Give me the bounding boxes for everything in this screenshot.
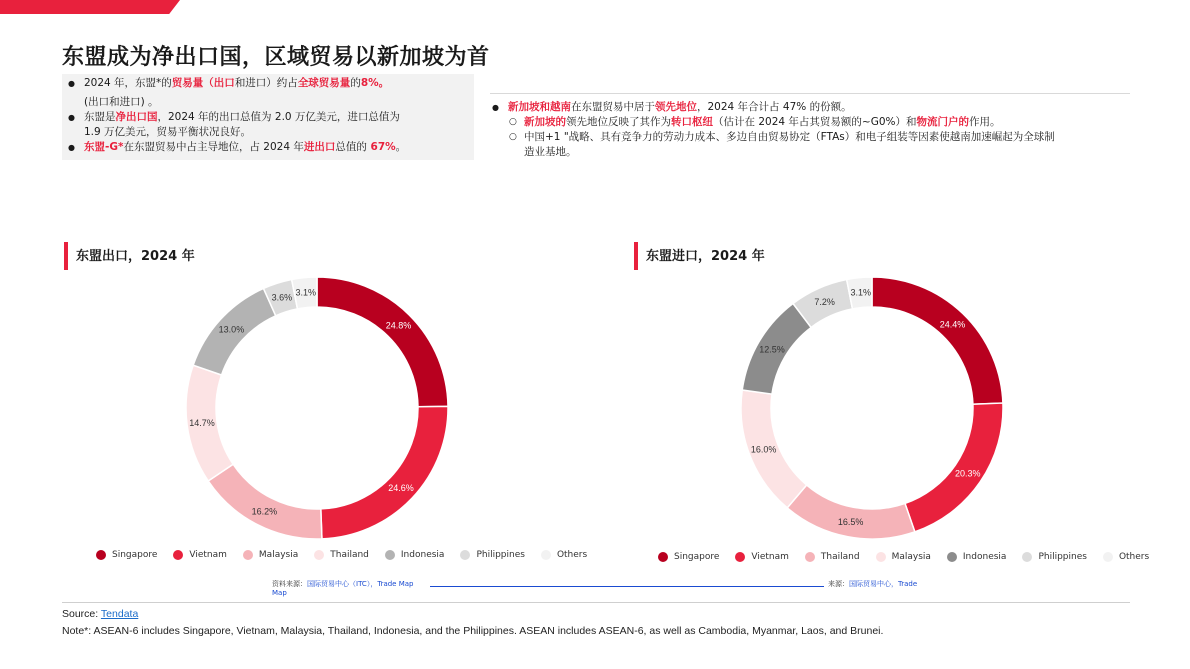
import-source-note: 来源：国际贸易中心，Trade — [828, 580, 918, 588]
right-subbullet-1: ○ 新加坡的领先地位反映了其作为转口枢纽（估计在 2024 年占其贸易额的~G0%）和物流门户的作用。 — [490, 115, 1120, 130]
legend-label: Thailand — [820, 552, 860, 562]
legend-item-indonesia — [947, 552, 1007, 562]
left-bullet-3: ● 东盟-G*在东盟贸易中占主导地位，占 2024 年进出口总值的 67%。 — [66, 140, 466, 155]
legend-swatch — [876, 552, 886, 562]
export-chart-title: 东盟出口，2024 年 — [76, 249, 195, 264]
slice-singapore — [872, 277, 1003, 404]
slice-label-others: 3.1% — [850, 287, 871, 298]
slice-label-indonesia: 13.0% — [218, 324, 245, 335]
import-chart-legend — [658, 552, 1165, 562]
right-bullet-1: ● 新加坡和越南在东盟贸易中居于领先地位，2024 年合计占 47% 的份额。 — [490, 100, 1120, 115]
slice-label-philippines: 7.2% — [814, 297, 835, 308]
footer-divider — [62, 602, 1130, 603]
itc-source-link-wrap[interactable]: Map — [272, 589, 287, 597]
slice-label-vietnam: 24.6% — [388, 482, 414, 493]
itc-source-link[interactable]: 国际贸易中心（ITC），Trade Map — [307, 580, 414, 588]
legend-swatch — [947, 552, 957, 562]
legend-swatch — [658, 552, 668, 562]
legend-label: Malaysia — [258, 550, 299, 560]
footer-note: Note*: ASEAN-6 includes Singapore, Vietnam, Malaysia, Thailand, Indonesia, and the Philippines. ASEAN includes ASEAN-6, as well as Cambodia, Myanmar, Laos, and Brunei. — [62, 625, 884, 637]
itc-import-source-link[interactable]: 国际贸易中心，Trade — [849, 580, 918, 588]
legend-label: Philippines — [1038, 552, 1087, 562]
left-bullet-2: ● 东盟是净出口国，2024 年的出口总值为 2.0 万亿美元，进口总值为 — [66, 110, 466, 125]
slice-label-vietnam: 20.3% — [954, 468, 981, 479]
left-bullet-1-cont: (出口和进口) 。 — [84, 96, 159, 108]
legend-label: Indonesia — [400, 550, 445, 560]
legend-item-singapore — [658, 552, 719, 562]
slice-label-malaysia: 16.0% — [750, 444, 777, 455]
legend-label: Indonesia — [962, 552, 1007, 562]
legend-swatch — [735, 552, 745, 562]
slice-label-indonesia: 12.5% — [759, 344, 785, 355]
legend-item-thailand — [805, 552, 860, 562]
legend-label: Vietnam — [751, 552, 789, 562]
slice-label-singapore: 24.8% — [385, 320, 412, 331]
legend-label: Singapore — [674, 552, 720, 562]
slice-label-others: 3.1% — [295, 287, 316, 298]
slice-thailand — [787, 485, 915, 539]
slice-label-singapore: 24.4% — [939, 319, 966, 330]
tendata-link[interactable]: Tendata — [100, 608, 139, 620]
legend-label: Others — [556, 550, 588, 560]
legend-label: Others — [1118, 552, 1150, 562]
slice-label-malaysia: 16.2% — [251, 506, 278, 517]
footer-source: Source: Tendata — [62, 608, 139, 620]
legend-swatch — [1103, 552, 1113, 562]
right-subbullet-2-cont: 造业基地。 — [524, 146, 577, 158]
export-source-note: 资料来源：国际贸易中心（ITC），Trade Map — [272, 580, 414, 588]
slice-label-thailand: 16.5% — [837, 517, 864, 528]
right-subbullet-2: ○ 中国+1 "战略、具有竞争力的劳动力成本、多边自由贸易协定（FTAs）和电子组装等因素使越南加速崛起为全球制 — [490, 130, 1120, 145]
legend-label: Malaysia — [891, 552, 931, 562]
legend-label: Singapore — [112, 550, 158, 560]
legend-item-others — [1103, 552, 1149, 562]
legend-label: Philippines — [476, 550, 525, 560]
legend-label: Vietnam — [189, 550, 227, 560]
slice-label-thailand: 14.7% — [189, 417, 215, 428]
legend-swatch — [805, 552, 815, 562]
left-bullet-2-cont: 1.9 万亿美元，贸易平衡状况良好。 — [84, 126, 252, 138]
legend-item-malaysia — [876, 552, 931, 562]
export-source-note-wrap — [272, 589, 287, 597]
legend-swatch — [1022, 552, 1032, 562]
left-bullet-1: ● 2024 年，东盟*的贸易量（出口和进口）约占全球贸易量的8%。 — [66, 76, 466, 91]
slice-vietnam — [905, 403, 1003, 532]
legend-label: Thailand — [330, 550, 369, 560]
source-link-underline — [430, 586, 824, 587]
import-chart-title: 东盟进口，2024 年 — [646, 249, 765, 264]
legend-item-vietnam — [735, 552, 789, 562]
page-title: 东盟成为净出口国，区域贸易以新加坡为首 — [62, 45, 490, 70]
slice-label-philippines: 3.6% — [271, 292, 293, 303]
legend-item-philippines — [1022, 552, 1087, 562]
